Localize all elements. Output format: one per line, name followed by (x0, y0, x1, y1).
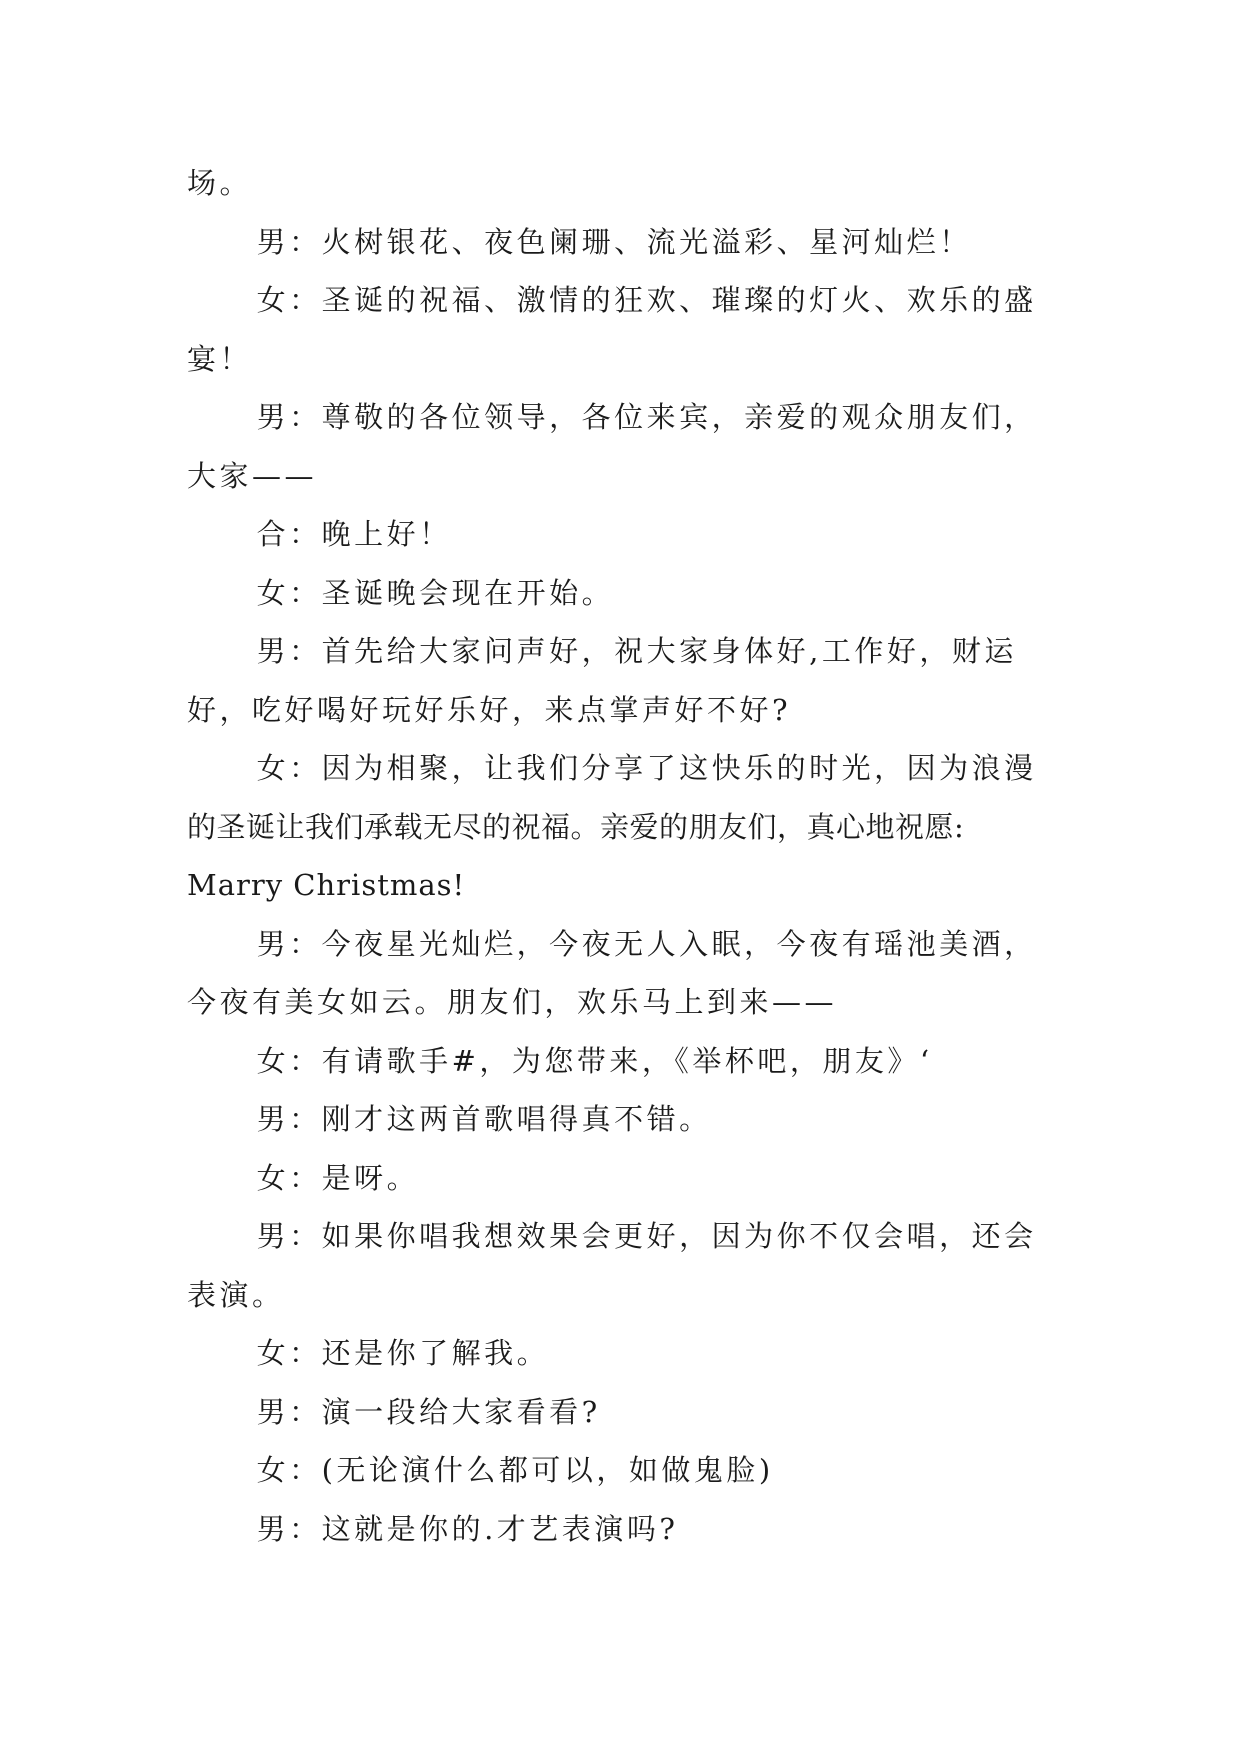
document-body (187, 154, 1067, 1558)
text-line: 女：是呀。 (256, 1160, 420, 1195)
text-line: 女：有请歌手#，为您带来，《举杯吧，朋友》‘ (256, 1043, 933, 1078)
text-line: 女：还是你了解我。 (256, 1336, 550, 1370)
text-line: 的圣诞让我们承载无尽的祝福。亲爱的朋友们，真心地祝愿: (187, 809, 965, 844)
text-line: 表演。 (187, 1277, 285, 1312)
text-line: 男：刚才这两首歌唱得真不错。 (256, 1102, 712, 1136)
text-line: 男：演一段给大家看看? (256, 1394, 601, 1429)
text-line: 宴！ (187, 341, 253, 376)
text-line: 男：尊敬的各位领导，各位来宾，亲爱的观众朋友们， (256, 400, 1037, 434)
text-line: 女：圣诞晚会现在开始。 (256, 575, 615, 610)
text-line: 女：(无论演什么都可以，如做鬼脸) (256, 1453, 774, 1487)
text-line: Marry Christmas! (187, 868, 466, 902)
text-line: 女：因为相聚，让我们分享了这快乐的时光，因为浪漫 (256, 751, 1037, 785)
text-line: 男：首先给大家问声好，祝大家身体好,工作好，财运 (256, 634, 1017, 668)
text-line: 男：今夜星光灿烂，今夜无人入眠，今夜有瑶池美酒， (256, 926, 1037, 961)
text-line: 男：火树银花、夜色阑珊、流光溢彩、星河灿烂！ (256, 224, 972, 259)
text-line: 好，吃好喝好玩好乐好，来点掌声好不好? (187, 692, 792, 727)
text-line: 合：晚上好！ (256, 517, 452, 551)
text-line: 男：这就是你的.才艺表演吗? (256, 1511, 679, 1546)
text-line: 男：如果你唱我想效果会更好，因为你不仅会唱，还会 (256, 1219, 1037, 1253)
text-line: 场。 (187, 166, 253, 200)
text-line: 女：圣诞的祝福、激情的狂欢、璀璨的灯火、欢乐的盛 (256, 283, 1037, 317)
text-line: 今夜有美女如云。朋友们，欢乐马上到来—— (187, 985, 838, 1019)
text-line: 大家—— (187, 458, 318, 493)
